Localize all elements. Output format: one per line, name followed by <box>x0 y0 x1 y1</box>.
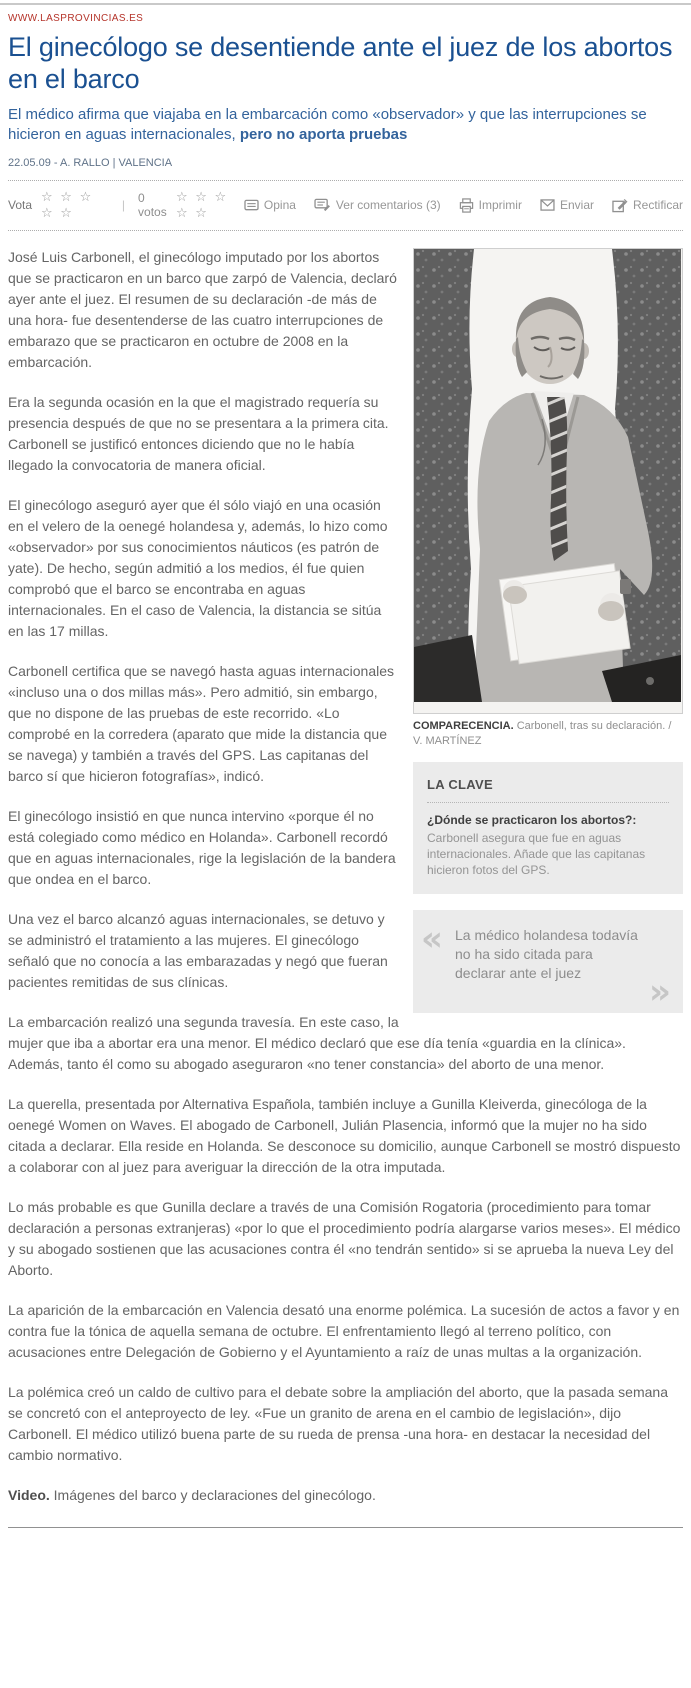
article-page <box>0 3 691 1688</box>
desk-left <box>414 635 482 702</box>
article-body <box>8 231 683 1525</box>
opina-button[interactable] <box>244 198 296 212</box>
article-toolbar <box>8 181 683 230</box>
open-quote-icon: « <box>421 919 443 959</box>
edit-icon <box>612 198 628 213</box>
vote-stars[interactable]: ☆ ☆ ☆ ☆ ☆ <box>41 189 94 220</box>
action-label: Opina <box>263 198 296 212</box>
photo-caption <box>413 719 683 749</box>
key-box-title: LA CLAVE <box>427 774 669 803</box>
action-label: Enviar <box>559 198 594 212</box>
action-label: Imprimir <box>478 198 522 212</box>
action-buttons <box>244 198 683 213</box>
paragraph: Una vez el barco alcanzó aguas internacionales, se detuvo y se administró el tratamiento a las mujeres. El ginecólogo señaló que no conocía a las embarazadas y negó que fueran pacientes remitidas de sus clínicas. <box>8 911 388 990</box>
paragraph: Lo más probable es que Gunilla declare a través de una Comisión Rogatoria (procedimiento para tomar declaración a personas extranjeras) «por lo que el procedimiento podría alargarse varios meses». El médico y su abogado sostienen que las acusaciones contra él «no tendrán sentido» si se aprueba la nueva Ley del Aborto. <box>8 1199 681 1278</box>
enviar-button[interactable] <box>540 198 594 212</box>
key-box <box>413 762 683 894</box>
paragraph: La polémica creó un caldo de cultivo para el debate sobre la ampliación del aborto, que la pasada semana se concretó con el anteproyecto de ley. «Fue un granito de arena en el cambio de legislación», dijo Carbonell. El médico utilizó buena parte de su rueda de prensa -una hora- en destacar la necesidad del cambio normativo. <box>8 1384 668 1463</box>
right-column <box>413 248 683 1013</box>
site-url-link[interactable]: WWW.LASPROVINCIAS.ES <box>8 13 144 24</box>
pull-quote-text: La médico holandesa todavía no ha sido citada para declarar ante el juez <box>455 927 638 981</box>
paragraph: Carbonell certifica que se navegó hasta aguas internacionales «incluso una o dos millas más». Pero admitió, sin embargo, que no dispone de las pruebas de este recorrido. «Lo comprobé en la corredera (aparato que mide la distancia que se navega) y también a través del GPS. Las capitanas del barco sí que hicieron fotografías», indicó. <box>8 663 395 784</box>
paragraph: La aparición de la embarcación en Valencia desató una enorme polémica. La sucesión de actos a favor y en contra fue la tónica de aquella semana de octubre. El enfrentamiento llegó al terreno político, con acusaciones entre Delegación de Gobierno y el Ayuntamiento a raíz de unas multas a la organización. <box>8 1302 680 1360</box>
photo-frame <box>413 248 683 714</box>
article-subtitle <box>8 105 683 145</box>
imprimir-button[interactable] <box>459 198 522 213</box>
pull-quote-box <box>413 910 683 1013</box>
paragraph: La querella, presentada por Alternativa Española, también incluye a Gunilla Kleiverda, ginecóloga de la oenegé Women on Waves. El abogado de Carbonell, Julián Plasencia, informó que la mujer no ha sido citada a declarar. Ella reside en Holanda. Se desconoce su domicilio, aunque Carbonell se mostró dispuesto a colaborar con al juez para averiguar la dirección de la otra imputada. <box>8 1096 681 1175</box>
paragraph: José Luis Carbonell, el ginecólogo imputado por los abortos que se practicaron en un barco que zarpó de Valencia, declaró ayer ante el juez. El resumen de su declaración -de más de una hora- fue desentenderse de las cuatro interrupciones de embarazo que se practicaron en octubre de 2008 en la embarcación. <box>8 249 397 370</box>
votes-count: 0 votos <box>138 191 167 219</box>
subtitle-text: El médico afirma que viajaba en la embarcación como «observador» y que las interrupciones se hicieron en aguas internacionales, <box>8 106 647 143</box>
printer-icon <box>459 198 474 213</box>
vote-label: Vota <box>8 198 33 212</box>
caption-label: COMPARECENCIA. <box>413 720 514 732</box>
score-stars: ☆ ☆ ☆ ☆ ☆ <box>176 189 229 220</box>
paragraph: La embarcación realizó una segunda travesía. En este caso, la mujer que iba a abortar era una menor. El médico declaró que ese día tenía «guardia en la clínica». Además, tanto él como su abogado aseguraron «no tener constancia» del aborto de una menor. <box>8 1014 626 1072</box>
bottom-spacer <box>8 1528 683 1688</box>
subtitle-bold-text: pero no aporta pruebas <box>239 126 408 143</box>
dateline: 22.05.09 - A. RALLO | VALENCIA <box>8 157 173 169</box>
comments-edit-icon <box>314 198 331 212</box>
paragraph: Era la segunda ocasión en la que el magistrado requería su presencia después de que no se presentara a la primera cita. Carbonell se justificó entonces diciendo que no le había llegado la convocatoria de manera oficial. <box>8 394 389 473</box>
paragraph: El ginecólogo insistió en que nunca intervino «porque él no está colegiado como médico en Holanda». Carbonell recordó que en aguas internacionales, rige la legislación de la bandera que ondea en el barco. <box>8 808 396 887</box>
paragraph: El ginecólogo aseguró ayer que él sólo viajó en una ocasión en el velero de la oenegé holandesa y, además, lo hizo como «observador» por sus conocimientos náuticos (es patrón de yate). De hecho, según admitió a los medios, él fue quien comprobó que el barco se encontraba en aguas internacionales. En el caso de Valencia, la distancia se sitúa en las 17 millas. <box>8 497 388 639</box>
toolbar-separator: | <box>121 198 126 212</box>
key-box-answer: Carbonell asegura que fue en aguas internacionales. Añade que las capitanas hicieron fotos del GPS. <box>427 831 646 877</box>
caption-text: Carbonell, tras su declaración. / V. MARTÍNEZ <box>413 720 672 747</box>
rectificar-button[interactable] <box>612 198 683 213</box>
page-title: El ginecólogo se desentiende ante el juez de los abortos en el barco <box>8 32 673 94</box>
article-photo <box>414 249 681 702</box>
video-text: Imágenes del barco y declaraciones del ginecólogo. <box>53 1487 376 1503</box>
curtain-left <box>414 249 474 702</box>
envelope-icon <box>540 199 555 211</box>
ver-comentarios-button[interactable] <box>314 198 441 212</box>
action-label: Rectificar <box>632 198 683 212</box>
vote-section <box>8 189 244 221</box>
comment-icon <box>244 199 259 212</box>
video-label: Video. <box>8 1487 50 1503</box>
key-box-question: ¿Dónde se practicaron los abortos?: <box>427 813 637 827</box>
close-quote-icon: » <box>649 972 671 1012</box>
video-line <box>8 1485 683 1506</box>
action-label: Ver comentarios (3) <box>335 198 441 212</box>
